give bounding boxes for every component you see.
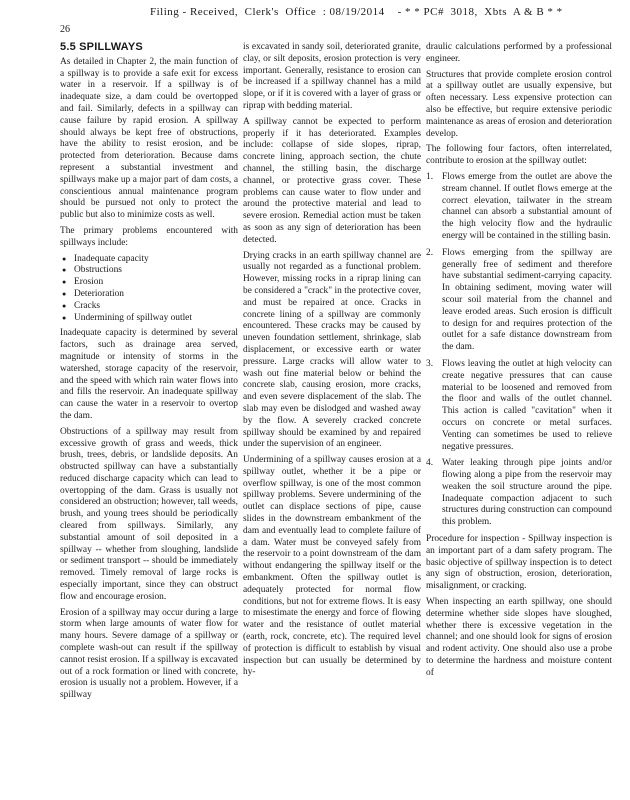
- section-title: 5.5 SPILLWAYS: [60, 41, 143, 53]
- paragraph: Inadequate capacity is determined by several factors, such as drainage area served, magnitude or intensity of storms in the watershed, storage capacity of the reservoir, and the speed with which rain water flows into and fills the reservoir. An inadequate spillway can cause the water in a reservoir to overtop the dam.: [60, 328, 238, 421]
- paragraph: The following four factors, often interrelated, contribute to erosion at the spillway outlet:: [426, 144, 612, 167]
- column-left: [60, 42, 238, 706]
- paragraph: As detailed in Chapter 2, the main function of a spillway is to provide a safe exit for excess water in a reservoir. If a spillway is of inadequate size, a dam could be overtopped and fail. Similarly, defects in a spillway can cause failure by rapid erosion. A spillway should always be kept free of obstructions, have the ability to resist erosion, and be protected from deterioration. Because dams represent a substantial investment and spillways make up a major part of dam costs, a conscientious annual maintenance program should be pursued not only to protect the public but also to minimize costs as well.: [60, 56, 238, 221]
- list-number: 3.: [426, 358, 434, 369]
- filing-stamp-header: Filing - Received, Clerk's Office : 08/19/2014 - * * PC# 3018, Xbts A & B * *: [150, 6, 563, 18]
- list-item: ● Obstructions: [74, 265, 238, 277]
- list-item: [426, 458, 612, 529]
- paragraph: The primary problems encountered with spillways include:: [60, 225, 238, 248]
- list-text: Water leaking through pipe joints and/or flowing along a pipe from the reservoir may weaken the soil structure around the pipe. Inadequate compaction adjacent to such structures during construction can compound this problem.: [442, 458, 612, 528]
- list-item: [426, 248, 612, 354]
- list-number: 4.: [426, 458, 434, 469]
- paragraph: Structures that provide complete erosion control at a spillway outlet are usually expensive, but often necessary. Less expensive protection can also be effective, but require extensive periodic maintenance as areas of erosion and deterioration develop.: [426, 69, 612, 139]
- list-item: [426, 359, 612, 453]
- page-number: 26: [60, 24, 70, 35]
- paragraph: is excavated in sandy soil, deteriorated granite, clay, or silt deposits, erosion protection is very important. Generally, resistance to erosion can be increased if a spillway channel has a mild slope, or if it is covered with a layer of grass or riprap with bedding material.: [243, 42, 421, 111]
- list-item: ● Deterioration: [74, 289, 238, 301]
- paragraph: A spillway cannot be expected to perform properly if it has deteriorated. Examples include: collapse of side slopes, riprap, concrete lining, approach section, the chute channel, the stilling basin, the discharge channel, or protective grass cover. These problems can cause water to flow under and around the protective material and lead to severe erosion. Remedial action must be taken as soon as any sign of deterioration has been detected.: [243, 116, 421, 245]
- column-right: [426, 42, 612, 684]
- factors-list: [426, 172, 612, 529]
- list-item: ● Undermining of spillway outlet: [74, 313, 238, 325]
- paragraph: Obstructions of a spillway may result from excessive growth of grass and weeds, thick brush, trees, debris, or landslide deposits. An obstructed spillway can have a substantially reduced discharge capacity which can lead to overtopping of the dam. Grass is usually not considered an obstruction; however, tall weeds, brush, and young trees should be periodically cleared from spillways. Similarly, any substantial amount of soil deposited in a spillway -- whether from sloughing, landslide or sediment transport -- should be immediately removed. Timely removal of large rocks is especially important, since they can obstruct flow and encourage erosion.: [60, 426, 238, 602]
- paragraph: Undermining of a spillway causes erosion at a spillway outlet, whether it be a pipe or overflow spillway, is one of the most common spillway problems. Severe undermining of the outlet can displace sections of pipe, cause slides in the downstream embankment of the dam and eventually lead to complete failure of a dam. Water must be conveyed safely from the reservoir to a point downstream of the dam without endangering the spillway itself or the embankment. Often the spillway outlet is adequately protected for normal flow conditions, but not for extreme flows. It is easy to misestimate the energy and force of flowing water and the resistance of outlet material (earth, rock, concrete, etc). The required level of protection is difficult to establish by visual inspection but can usually be determined by hy-: [243, 455, 421, 678]
- list-number: 1.: [426, 171, 434, 182]
- column-middle: [243, 42, 421, 683]
- list-item: ● Cracks: [74, 301, 238, 313]
- paragraph: Erosion of a spillway may occur during a large storm when large amounts of water flow for many hours. Severe damage of a spillway or complete wash-out can result if the spillway cannot resist erosion. If a spillway is excavated out of a rock formation or lined with concrete, erosion is usually not a problem. However, if a spillway: [60, 607, 238, 701]
- paragraph: When inspecting an earth spillway, one should determine whether side slopes have sloughed, whether there is excessive vegetation in the channel; and one should look for signs of erosion and rodent activity. One should also use a probe to determine the hardness and moisture content of: [426, 597, 612, 678]
- list-item: [426, 172, 612, 243]
- paragraph: Drying cracks in an earth spillway channel are usually not regarded as a functional problem. However, missing rocks in a riprap lining can be considered a "crack" in the protective cover, and must be repaired at once. Cracks in concrete lining of a spillway are commonly encountered. These cracks may be caused by uneven foundation settlement, shrinkage, slab displacement, or excessive earth or water pressure. Large cracks will allow water to wash out fine material below or behind the concrete slab, causing erosion, more cracks, and even severe displacement of the slab. The slab may even be dislodged and washed away by the flow. A severely cracked concrete spillway should be examined by and repaired under the supervision of an engineer.: [243, 250, 421, 450]
- paragraph: Procedure for inspection - Spillway inspection is an important part of a dam safety program. The basic objective of spillway inspection is to detect any sign of obstruction, erosion, deterioration, misalignment, or cracking.: [426, 534, 612, 592]
- list-item: ● Erosion: [74, 277, 238, 289]
- paragraph: draulic calculations performed by a professional engineer.: [426, 42, 612, 64]
- list-text: Flows emerging from the spillway are generally free of sediment and therefore have substantial sediment-carrying capacity. In obtaining sediment, moving water will scour soil material from the channel and leave eroded areas. Such erosion is difficult to design for and requires protection of the outlet for a safe distance downstream from the dam.: [442, 247, 612, 353]
- list-text: Flows emerge from the outlet are above the stream channel. If outlet flows emerge at the correct elevation, tailwater in the stream channel can absorb a substantial amount of the high velocity flow and the hydraulic energy will be contained in the stilling basin.: [442, 171, 612, 241]
- list-item: ● Inadequate capacity: [74, 254, 238, 266]
- list-number: 2.: [426, 247, 434, 258]
- list-text: Flows leaving the outlet at high velocity can create negative pressures that can cause material to be loosened and removed from the floor and walls of the outlet channel. This action is called "cavitation" when it occurs on concrete or metal surfaces. Venting can sometimes be used to relieve negative pressures.: [442, 358, 612, 452]
- problems-list: [60, 254, 238, 325]
